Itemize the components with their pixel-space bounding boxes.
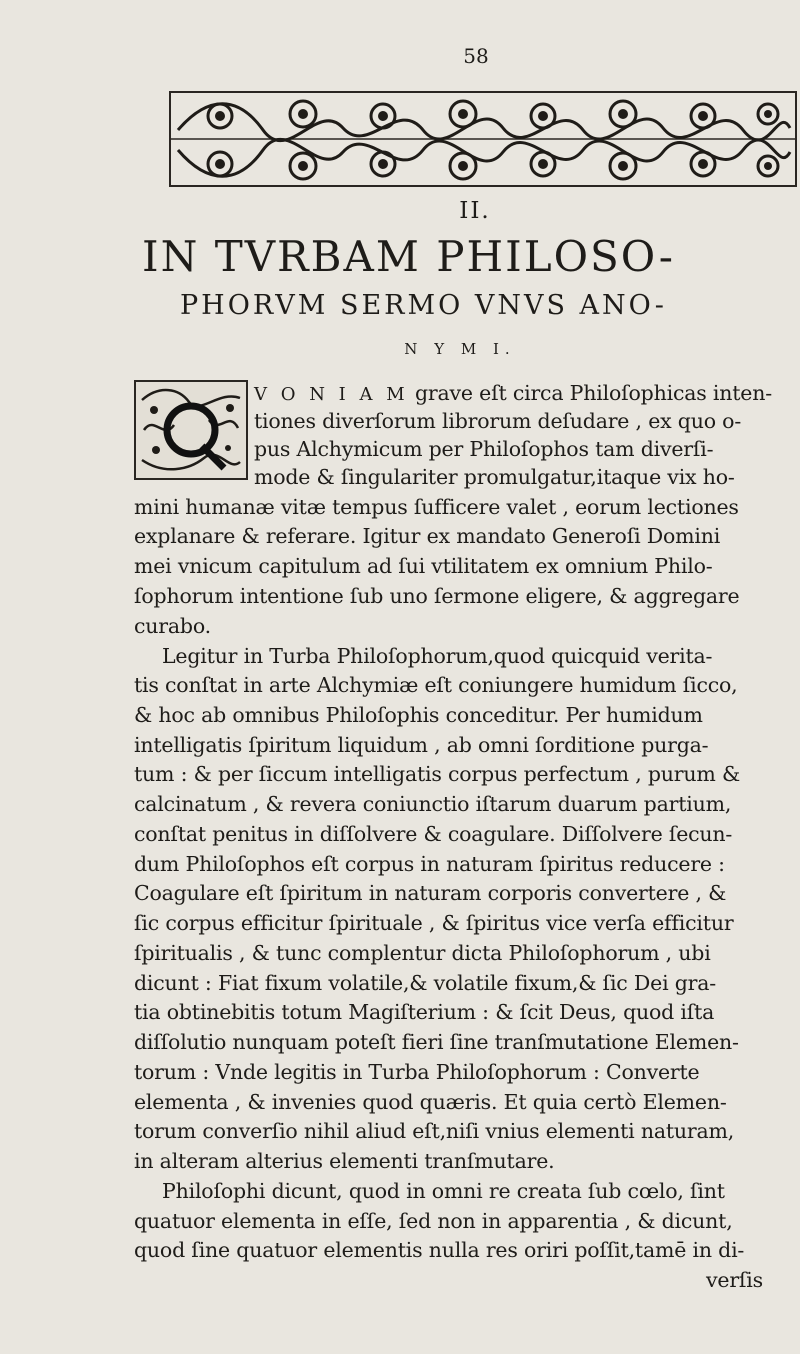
text-line-3: pus Alchymicum per Philoſophos tam diverſi- — [254, 437, 714, 461]
text-line-24: torum : Vnde legitis in Turba Philoſophorum : Converte — [134, 1060, 700, 1084]
text-line-26: torum converſio nihil aliud eſt,niſi vnius elementi naturam, — [134, 1119, 735, 1143]
text-line-23: diſſolutio nunquam poteſt fieri ſine tranſmutatione Elemen- — [134, 1030, 739, 1054]
text-line-11: tis conſtat in arte Alchymiæ eſt coniungere humidum ſicco, — [134, 673, 738, 697]
text-line-27: in alteram alterius elementi tranſmutare. — [134, 1149, 555, 1173]
text-line-13: intelligatis ſpiritum liquidum , ab omni ſorditione purga- — [134, 733, 709, 757]
text-line-15: calcinatum , & revera coniunctio iſtarum duarum partium, — [134, 792, 732, 816]
text-line-21: dicunt : Fiat fixum volatile,& volatile fixum,& ſic Dei gra- — [134, 971, 717, 995]
text-line-9: curabo. — [134, 614, 211, 638]
page-number: 58 — [463, 44, 489, 68]
text-line-12: & hoc ab omnibus Philoſophis conceditur. Per humidum — [134, 703, 703, 727]
title-line-3: N Y M I. — [404, 340, 516, 358]
text-line-18: Coagulare eſt ſpiritum in naturam corporis convertere , & — [134, 881, 727, 905]
decorated-initial-icon — [134, 380, 248, 480]
text-line-19: ſic corpus efficitur ſpirituale , & ſpiritus vice verſa efficitur — [134, 911, 734, 935]
title-line-2: PHORVM SERMO VNVS ANO- — [180, 290, 667, 321]
text-line-1-rest: grave eſt circa Philoſophicas inten- — [408, 381, 772, 405]
text-line-7: mei vnicum capitulum ad ſui vtilitatem ex omnium Philo- — [134, 554, 713, 578]
text-line-17: dum Philoſophos eſt corpus in naturam ſpiritus reducere : — [134, 852, 725, 876]
text-line-22: tia obtinebitis totum Magiſterium : & ſcit Deus, quod iſta — [134, 1000, 715, 1024]
text-line-5: mini humanæ vitæ tempus ſufficere valet , eorum lectiones — [134, 495, 739, 519]
text-line-16: conſtat penitus in diſſolvere & coagulare. Diſſolvere ſecun- — [134, 822, 733, 846]
text-line-2: tiones diverſorum librorum deſudare , ex quo o- — [254, 409, 742, 433]
catchword: verſis — [706, 1268, 763, 1292]
initial-word-caps: V O N I A M — [254, 384, 409, 405]
text-line-4: mode & ſingulariter promulgatur,itaque vix ho- — [254, 465, 735, 489]
title-line-1: IN TVRBAM PHILOSO- — [142, 232, 675, 281]
text-line-20: ſpiritualis , & tunc complentur dicta Philoſophorum , ubi — [134, 941, 711, 965]
text-line-28: Philoſophi dicunt, quod in omni re creata ſub cœlo, ſint — [162, 1179, 725, 1203]
text-line-30: quod ſine quatuor elementis nulla res oriri poſſit,tamē in di- — [134, 1238, 745, 1262]
text-line-29: quatuor elementa in eſſe, ſed non in apparentia , & dicunt, — [134, 1209, 733, 1233]
text-line-25: elementa , & invenies quod quæris. Et quia certò Elemen- — [134, 1090, 727, 1114]
section-number: II. — [459, 198, 491, 224]
text-line-8: ſophorum intentione ſub uno ſermone eligere, & aggregare — [134, 584, 740, 608]
headpiece-ornament-icon — [168, 90, 798, 188]
text-line-14: tum : & per ſiccum intelligatis corpus perfectum , purum & — [134, 762, 740, 786]
text-line-10: Legitur in Turba Philoſophorum,quod quicquid verita- — [162, 644, 713, 668]
text-line-6: explanare & referare. Igitur ex mandato Generoſi Domini — [134, 524, 721, 548]
